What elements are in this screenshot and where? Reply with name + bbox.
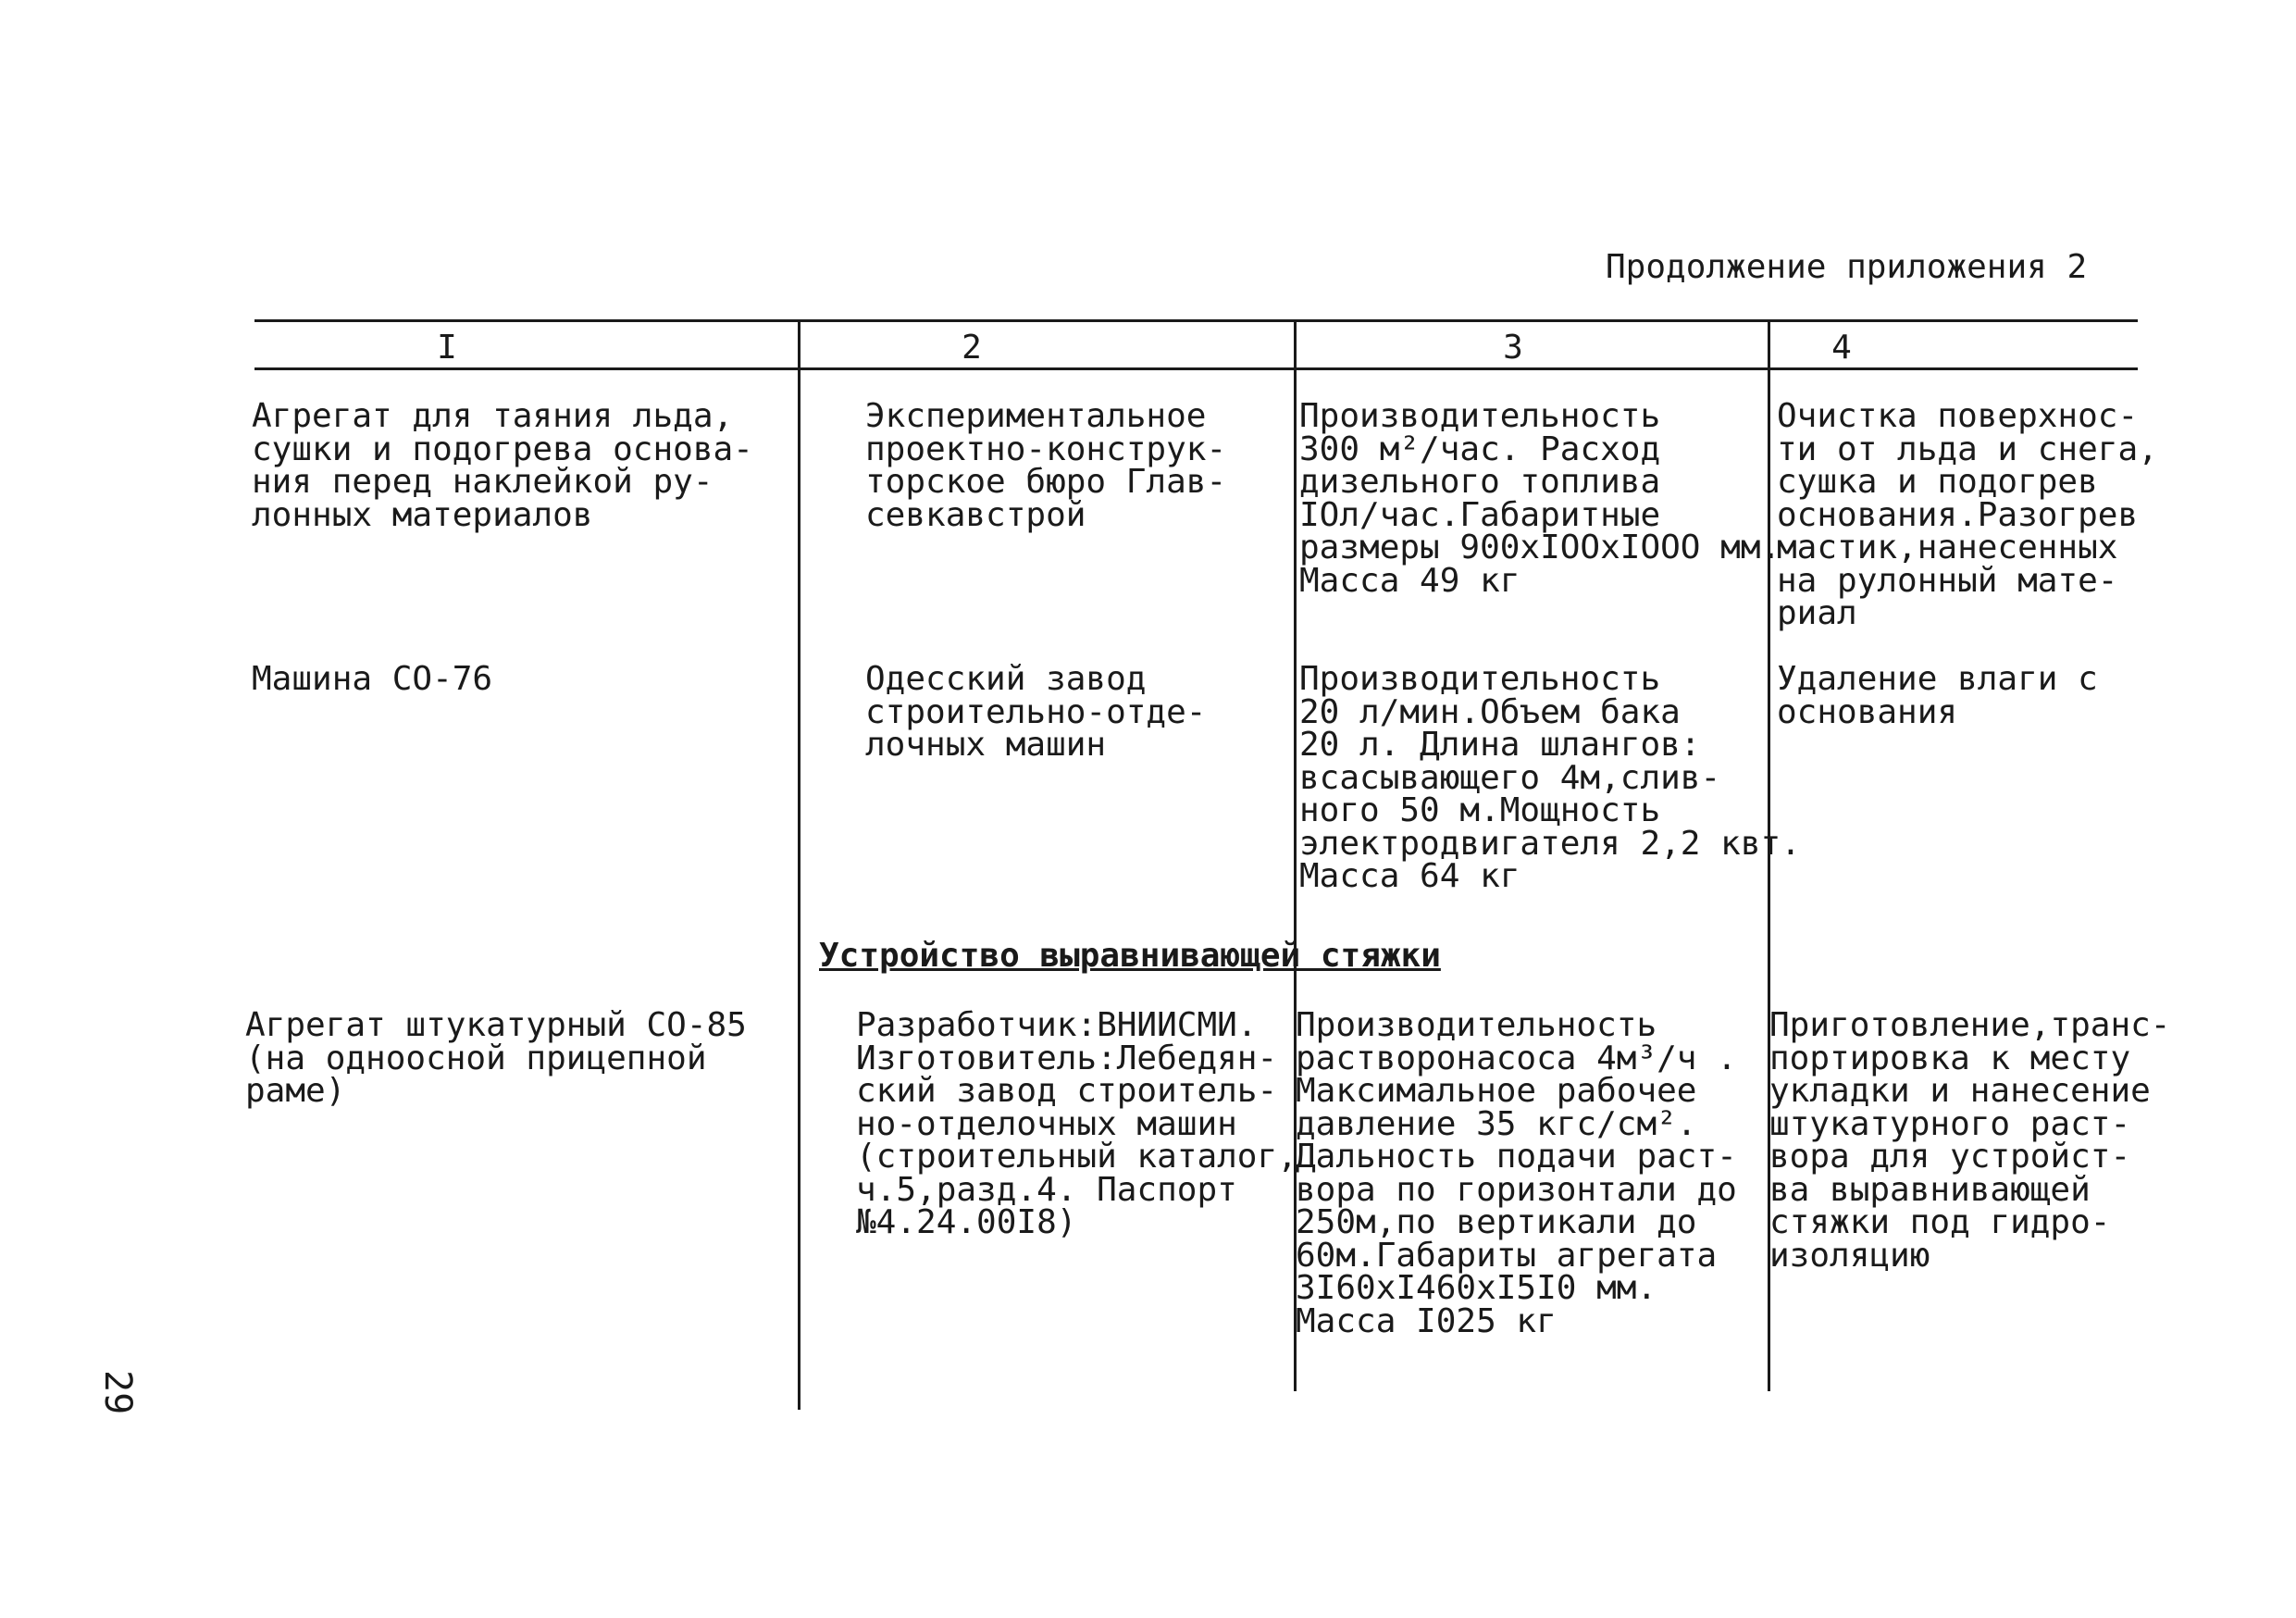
column-divider-1 bbox=[798, 319, 800, 1410]
table-header-rule bbox=[254, 367, 2138, 370]
continuation-label: Продолжение приложения 2 bbox=[1606, 248, 2088, 286]
table-cell-name: Машина СО-76 bbox=[252, 660, 493, 698]
section-heading: Устройство выравнивающей стяжки bbox=[819, 937, 1441, 975]
table-cell-developer: Экспериментальное проектно-конструк- торское бюро Глав- севкавстрой bbox=[865, 397, 1227, 534]
table-cell-developer: Разработчик:ВНИИСМИ. Изготовитель:Лебедян- ский завод строитель- но-отделочных машин (строительный каталог, ч.5,разд.4. Паспорт №4.24.00I8) bbox=[856, 1006, 1297, 1241]
column-number: 2 bbox=[962, 329, 982, 367]
column-number: 3 bbox=[1503, 329, 1523, 367]
table-cell-specs: Производительность растворонасоса 4м³/ч . Максимальное рабочее давление 35 кгс/см². Дальность подачи раст- вора по горизонтали до 250м,по вертикали до 60м.Габариты агрегата 3I60хI460хI5I0 мм. Масса I025 кг bbox=[1296, 1006, 1737, 1340]
table-cell-purpose: Очистка поверхнос- ти от льда и снега, сушка и подогрев основания.Разогрев мастик,нанесенных на рулонный мате- риал bbox=[1777, 397, 2158, 632]
table-top-rule bbox=[254, 319, 2138, 322]
column-number: I bbox=[437, 329, 457, 367]
table-cell-purpose: Приготовление,транс- портировка к месту укладки и нанесение штукатурного раст- вора для устройст- ва выравнивающей стяжки под гидро- изоляцию bbox=[1769, 1006, 2171, 1275]
page-number: 29 bbox=[96, 1370, 139, 1415]
table-cell-specs: Производительность 20 л/мин.Объем бака 20 л. Длина шлангов: всасывающего 4м,слив- ного 50 м.Мощность электродвигателя 2,2 квт. Масса 64 кг bbox=[1299, 660, 1801, 895]
table-cell-name: Агрегат для таяния льда, сушки и подогрева основа- ния перед наклейкой ру- лонных материалов bbox=[252, 397, 753, 534]
table-cell-name: Агрегат штукатурный СО-85 (на одноосной прицепной раме) bbox=[245, 1006, 747, 1110]
table-cell-developer: Одесский завод строительно-отде- лочных машин bbox=[865, 660, 1207, 764]
table-cell-purpose: Удаление влаги с основания bbox=[1777, 660, 2098, 731]
column-number: 4 bbox=[1831, 329, 1852, 367]
table-cell-specs: Производительность 300 м²/час. Расход дизельного топлива IОл/час.Габаритные размеры 900хIООхIООО мм. Масса 49 кг bbox=[1299, 397, 1781, 600]
